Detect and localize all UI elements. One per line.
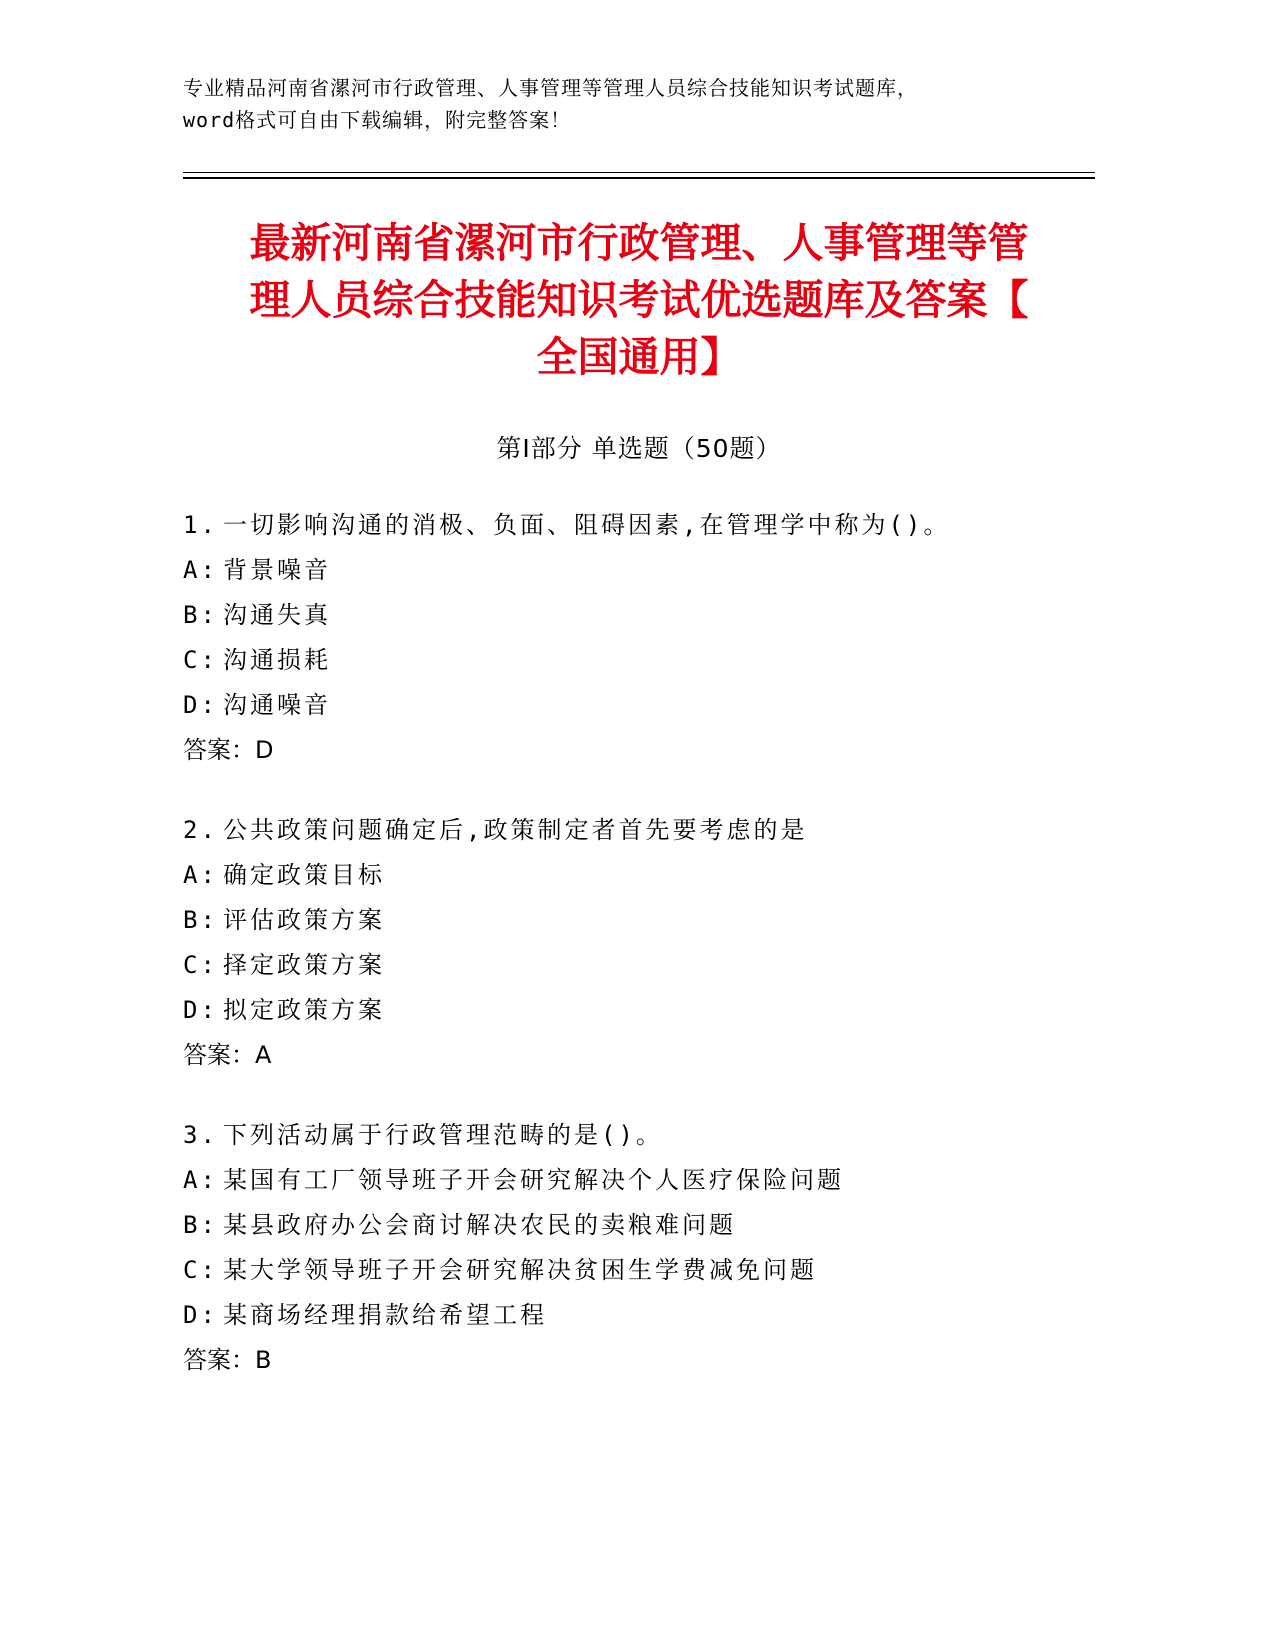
answer-value: D [255,736,274,764]
option-text: 某县政府办公会商讨解决农民的卖粮难问题 [223,1211,736,1239]
option-key: D: [183,996,218,1024]
answer-value: B [255,1346,272,1374]
question-stem [183,1113,1095,1158]
answer-line [183,1033,1095,1078]
option-text: 择定政策方案 [223,951,385,979]
option-b [183,1203,1095,1248]
answer-line [183,728,1095,773]
option-key: C: [183,1256,218,1284]
option-key: D: [183,691,218,719]
option-b [183,593,1095,638]
question-number: 3. [183,1121,218,1149]
question-text: 一切影响沟通的消极、负面、阻碍因素,在管理学中称为()。 [223,511,951,539]
section-title: 第Ⅰ部分 单选题（50题） [496,434,782,463]
header-note [183,72,1083,136]
question-3 [183,1113,1095,1383]
document-title-line-1: 最新河南省漯河市行政管理、人事管理等管 [249,219,1029,267]
option-text: 确定政策目标 [223,861,385,889]
option-text: 沟通噪音 [223,691,331,719]
question-2 [183,808,1095,1078]
option-text: 沟通失真 [223,601,331,629]
header-rule-thin [183,172,1095,173]
question-text: 下列活动属于行政管理范畴的是()。 [223,1121,663,1149]
question-1 [183,503,1095,773]
option-key: A: [183,556,218,584]
answer-label: 答案： [183,1346,255,1374]
header-note-line-2: word格式可自由下载编辑，附完整答案！ [183,108,572,132]
option-text: 评估政策方案 [223,906,385,934]
question-number: 2. [183,816,218,844]
question-text: 公共政策问题确定后,政策制定者首先要考虑的是 [223,816,808,844]
option-text: 某商场经理捐款给希望工程 [223,1301,547,1329]
question-number: 1. [183,511,218,539]
option-text: 拟定政策方案 [223,996,385,1024]
question-stem [183,808,1095,853]
question-stem [183,503,1095,548]
option-d [183,988,1095,1033]
document-title-line-3: 全国通用】 [536,333,742,381]
option-c [183,638,1095,683]
document-title [183,215,1095,386]
option-text: 沟通损耗 [223,646,331,674]
answer-label: 答案： [183,1041,255,1069]
option-text: 背景噪音 [223,556,331,584]
option-key: D: [183,1301,218,1329]
option-key: B: [183,906,218,934]
answer-label: 答案： [183,736,255,764]
option-b [183,898,1095,943]
option-a [183,1158,1095,1203]
option-key: C: [183,646,218,674]
option-text: 某国有工厂领导班子开会研究解决个人医疗保险问题 [223,1166,844,1194]
option-key: B: [183,1211,218,1239]
option-text: 某大学领导班子开会研究解决贫困生学费减免问题 [223,1256,817,1284]
option-d [183,683,1095,728]
option-key: C: [183,951,218,979]
option-c [183,943,1095,988]
header-rule-thick [183,177,1095,179]
option-key: A: [183,1166,218,1194]
option-a [183,548,1095,593]
option-key: A: [183,861,218,889]
answer-value: A [255,1041,272,1069]
option-c [183,1248,1095,1293]
option-d [183,1293,1095,1338]
header-note-line-1: 专业精品河南省漯河市行政管理、人事管理等管理人员综合技能知识考试题库， [183,76,918,100]
option-a [183,853,1095,898]
option-key: B: [183,601,218,629]
document-title-line-2: 理人员综合技能知识考试优选题库及答案【 [249,276,1029,324]
answer-line [183,1338,1095,1383]
